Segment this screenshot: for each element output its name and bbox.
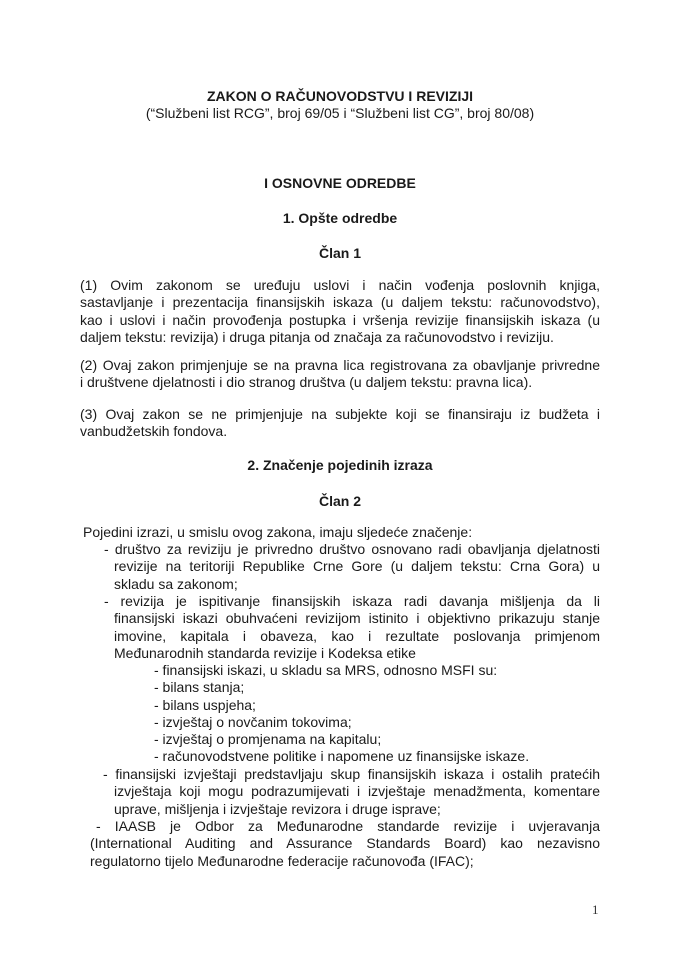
list-item: - izvještaj o promjenama na kapitalu; — [154, 731, 382, 748]
list-item: - izvještaj o novčanim tokovima; — [154, 713, 352, 730]
definition-financial-reports — [103, 766, 600, 818]
list-item: - finansijski iskazi, u skladu sa MRS, odnosno MSFI su: — [154, 662, 498, 678]
text-line: vanbudžetskih fondova. — [80, 423, 228, 440]
text-line: - revizija je ispitivanje finansijskih iskaza radi davanja mišljenja da li — [104, 593, 600, 609]
article-heading-1: Član 1 — [318, 245, 361, 261]
article-1-paragraph-3 — [80, 406, 600, 441]
part-heading: I OSNOVNE ODREDBE — [264, 175, 416, 191]
text-line: skladu sa zakonom; — [114, 575, 238, 592]
text-line: - finansijski izvještaji predstavljaju skup finansijskih iskaza i ostalih pratećih — [103, 766, 600, 782]
text-line: Međunarodnih standarda revizije i Kodeksa etike — [114, 644, 416, 661]
article-2-intro: Pojedini izrazi, u smislu ovog zakona, imaju sljedeće značenje: — [83, 524, 473, 540]
text-line: - IAASB je Odbor za Međunarodne standarde revizije i uvjeravanja — [96, 818, 600, 834]
definition-iaasb — [90, 818, 600, 870]
text-line: kao i uslovi i način provođenja postupka i vršenja revizije finansijskih iskaza (u — [80, 311, 600, 328]
text-line: (3) Ovaj zakon se ne primjenjuje na subjekte koji se finansiraju iz budžeta i — [80, 406, 600, 422]
article-1-paragraph-2 — [80, 357, 600, 392]
text-line: i društvene djelatnosti i dio stranog društva (u daljem tekstu: pravna lica). — [80, 374, 533, 391]
text-line: (1) Ovim zakonom se uređuju uslovi i način vođenja poslovnih knjiga, — [80, 277, 600, 293]
section-heading-2: 2. Značenje pojedinih izraza — [247, 457, 433, 473]
text-line: finansijski iskazi obuhvaćeni revizijom istinito i objektivno prikazuju stanje — [114, 610, 600, 627]
page-number: 1 — [592, 902, 599, 917]
text-line: uprave, mišljenja i izvještaje revizora i druge isprave; — [114, 800, 441, 817]
definition-audit — [104, 593, 600, 662]
article-1-paragraph-1 — [80, 277, 600, 346]
text-line: sastavljanje i prezentacija finansijskih iskaza (u daljem tekstu: računovodstvo), — [80, 294, 600, 311]
section-heading-1: 1. Opšte odredbe — [282, 210, 398, 226]
text-line: (International Auditing and Assurance Standards Board) kao nezavisno — [90, 835, 600, 852]
text-line: revizije na teritoriji Republike Crne Gore (u daljem tekstu: Crna Gora) u — [114, 558, 600, 575]
text-line: daljem tekstu: revizija) i druga pitanja od značaja za računovodstvo i reviziju. — [80, 328, 554, 345]
list-item: - računovodstvene politike i napomene uz finansijske iskaze. — [154, 748, 530, 765]
list-item: - bilans uspjeha; — [154, 696, 256, 713]
text-line: imovine, kapitala i obaveza, kao i rezultate poslovanja primjenom — [114, 627, 600, 644]
law-subtitle: (“Službeni list RCG”, broj 69/05 i “Službeni list CG”, broj 80/08) — [145, 105, 535, 121]
financial-statements-list — [154, 662, 594, 766]
list-item: - bilans stanja; — [154, 679, 245, 696]
law-title: ZAKON O RAČUNOVODSTVU I REVIZIJI — [206, 88, 474, 104]
text-line: (2) Ovaj zakon primjenjuje se na pravna lica registrovana za obavljanje privredne — [80, 357, 600, 373]
definition-audit-firm — [104, 541, 600, 593]
text-line: regulatorno tijelo Međunarodne federacije računovođa (IFAC); — [90, 852, 474, 869]
article-heading-2: Član 2 — [318, 493, 361, 509]
text-line: - društvo za reviziju je privredno društvo osnovano radi obavljanja djelatnosti — [104, 541, 600, 557]
text-line: izvještaja koji mogu podrazumijevati i izvještaje menadžmenta, komentare — [114, 783, 600, 800]
